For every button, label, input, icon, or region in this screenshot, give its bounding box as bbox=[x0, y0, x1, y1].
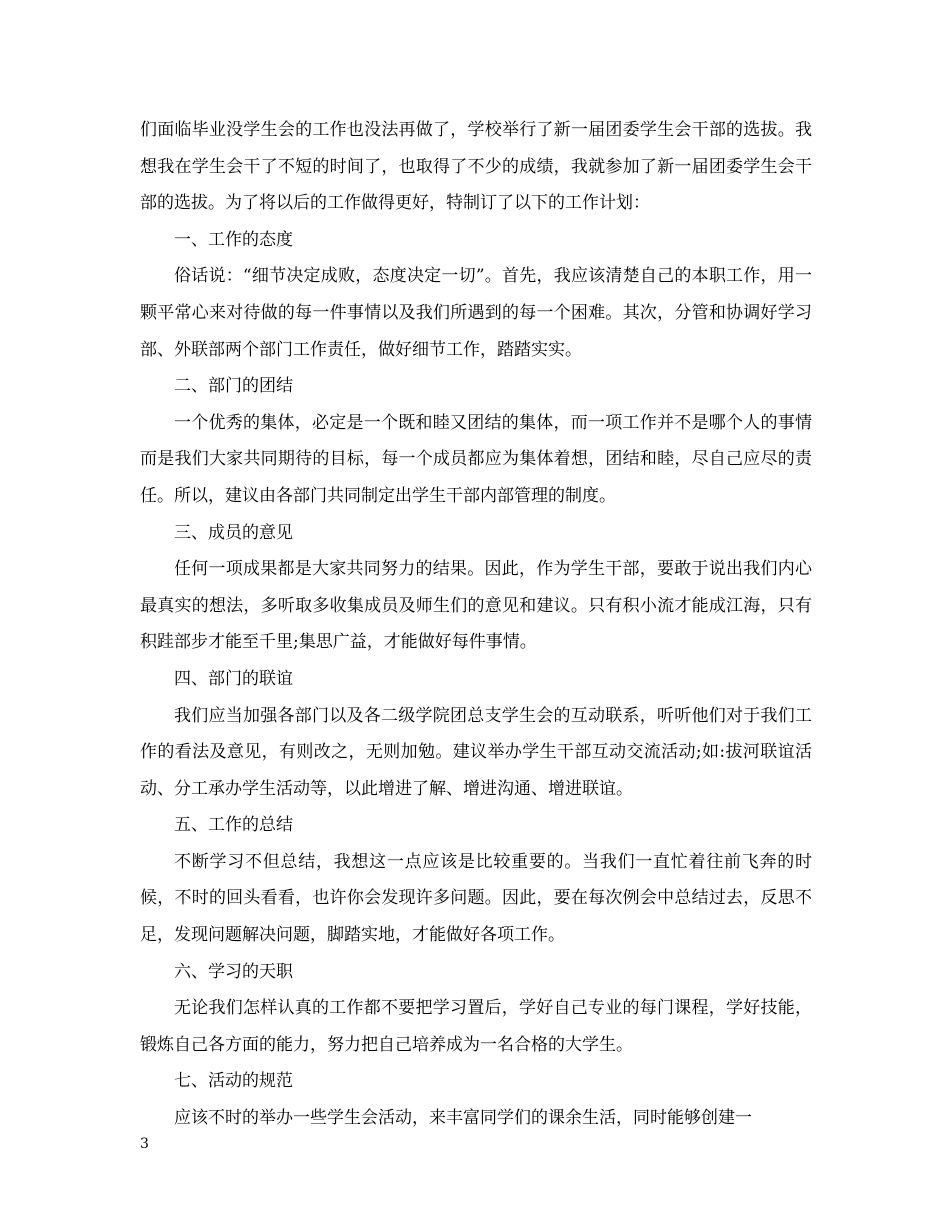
paragraph-work-attitude: 俗话说：“细节决定成败，态度决定一切”。首先，我应该清楚自己的本职工作，用一颗平常心来对待做的每一件事情以及我们所遇到的每一个困难。其次，分管和协调好学习部、外联部两个部门工作责任，做好细节工作，踏踏实实。 bbox=[140, 266, 812, 360]
paragraph-study-duty: 无论我们怎样认真的工作都不要把学习置后，学好自己专业的每门课程，学好技能，锻炼自己各方面的能力，努力把自己培养成为一名合格的大学生。 bbox=[140, 998, 812, 1055]
page-number: 3 bbox=[140, 1136, 149, 1152]
section-heading-activity-standards: 七、活动的规范 bbox=[174, 1071, 293, 1092]
paragraph-intro-continuation: 们面临毕业没学生会的工作也没法再做了，学校举行了新一届团委学生会干部的选拔。我想我在学生会干了不短的时间了，也取得了不少的成绩，我就参加了新一届团委学生会干部的选拔。为了将以后的工作做得更好，特制订了以下的工作计划： bbox=[140, 120, 812, 214]
paragraph-work-summary: 不断学习不但总结，我想这一点应该是比较重要的。当我们一直忙着往前飞奔的时候，不时的回头看看，也许你会发现许多问题。因此，要在每次例会中总结过去，反思不足，发现问题解决问题，脚踏实地，才能做好各项工作。 bbox=[140, 851, 812, 946]
paragraph-member-opinions: 任何一项成果都是大家共同努力的结果。因此，作为学生干部，要敢于说出我们内心最真实的想法，多听取多收集成员及师生们的意见和建议。只有积小流才能成江海，只有积跬部步才能至千里;集思广益，才能做好每件事情。 bbox=[140, 559, 812, 653]
section-heading-work-attitude: 一、工作的态度 bbox=[174, 229, 293, 250]
section-heading-department-liaison: 四、部门的联谊 bbox=[174, 668, 293, 689]
paragraph-department-liaison: 我们应当加强各部门以及各二级学院团总支学生会的互动联系，听听他们对于我们工作的看法及意见，有则改之，无则加勉。建议举办学生干部互动交流活动;如:拔河联谊活动、分工承办学生活动等，以此增进了解、增进沟通、增进联谊。 bbox=[140, 705, 812, 799]
document-body bbox=[140, 112, 812, 1137]
section-heading-member-opinions: 三、成员的意见 bbox=[174, 522, 293, 543]
paragraph-department-unity: 一个优秀的集体，必定是一个既和睦又团结的集体，而一项工作并不是哪个人的事情而是我们大家共同期待的目标，每一个成员都应为集体着想，团结和睦，尽自己应尽的责任。所以，建议由各部门共同制定出学生干部内部管理的制度。 bbox=[140, 412, 812, 506]
paragraph-activity-standards: 应该不时的举办一些学生会活动，来丰富同学们的课余生活，同时能够创建一 bbox=[174, 1108, 752, 1129]
section-heading-study-duty: 六、学习的天职 bbox=[174, 961, 293, 982]
section-heading-work-summary: 五、工作的总结 bbox=[174, 815, 293, 836]
section-heading-department-unity: 二、部门的团结 bbox=[174, 376, 293, 397]
